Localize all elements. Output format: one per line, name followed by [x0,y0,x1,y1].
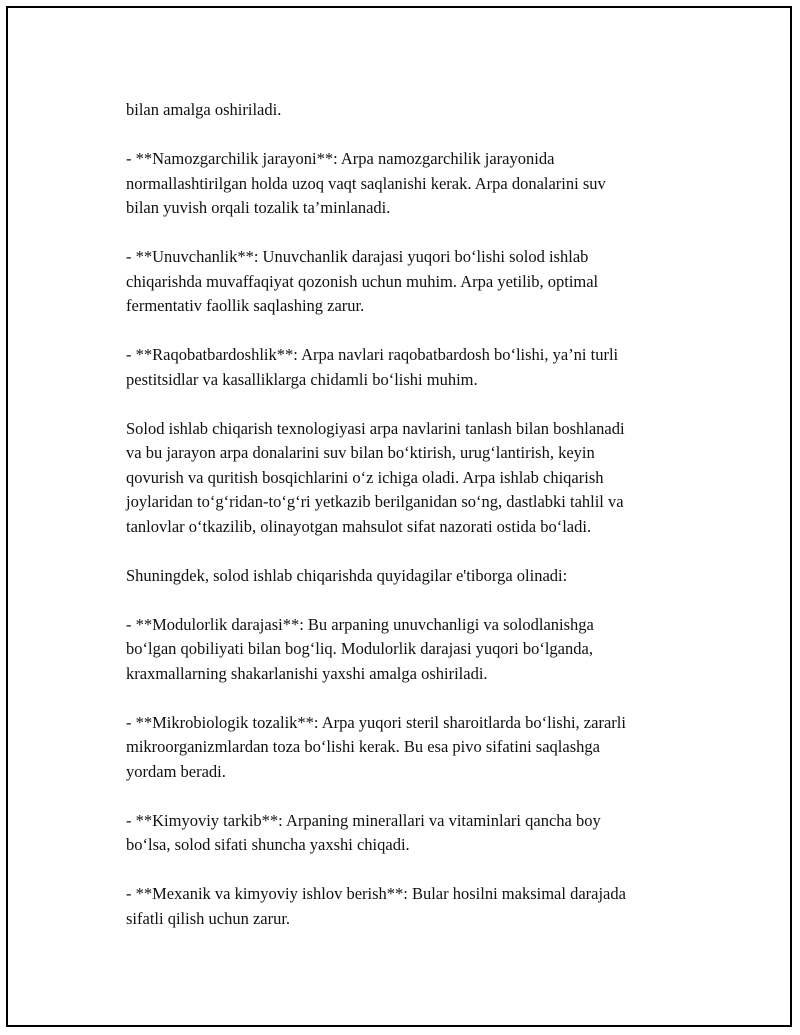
text-line: bilan amalga oshiriladi. [126,100,282,119]
paragraph-continuation [126,98,692,123]
paragraph-unuvchanlik [126,245,692,319]
text-line: - **Unuvchanlik**: Unuvchanlik darajasi yuqori bo‘lishi solod ishlab [126,247,589,266]
text-line: joylaridan to‘g‘ridan-to‘g‘ri yetkazib berilganidan so‘ng, dastlabki tahlil va [126,492,624,511]
text-line: bilan yuvish orqali tozalik ta’minlanadi. [126,198,391,217]
text-line: pestitsidlar va kasalliklarga chidamli bo‘lishi muhim. [126,369,478,389]
paragraph-shuningdek [126,564,692,589]
text-line: chiqarishda muvaffaqiyat qozonish uchun muhim. Arpa yetilib, optimal [126,271,599,291]
text-line: kraxmallarning shakarlanishi yaxshi amalga oshiriladi. [126,663,488,683]
document-body [126,98,692,956]
paragraph-mikrobiologik [126,711,692,785]
text-line: mikroorganizmlardan toza bo‘lishi kerak. Bu esa pivo sifatini saqlashga [126,737,600,756]
text-line: - **Mikrobiologik tozalik**: Arpa yuqori steril sharoitlarda bo‘lishi, zararli [126,712,626,732]
text-line: bo‘lsa, solod sifati shuncha yaxshi chiqadi. [126,835,410,854]
text-line: sifatli qilish uchun zarur. [126,908,291,928]
text-line: qovurish va quritish bosqichlarini o‘z ichiga oladi. Arpa ishlab chiqarish [126,467,604,487]
paragraph-kimyoviy-tarkib [126,809,692,858]
page-frame [6,6,792,1027]
text-line: fermentativ faollik saqlashing zarur. [126,296,365,315]
text-line: yordam beradi. [126,761,226,781]
paragraph-technology [126,417,692,540]
text-line: - **Kimyoviy tarkib**: Arpaning minerallari va vitaminlari qancha boy [126,810,601,830]
text-line: bo‘lgan qobiliyati bilan bog‘liq. Modulorlik darajasi yuqori bo‘lganda, [126,639,593,658]
paragraph-raqobatbardoshlik [126,343,692,392]
paragraph-modulorlik [126,613,692,687]
text-line: Shuningdek, solod ishlab chiqarishda quyidagilar e'tiborga olinadi: [126,565,568,585]
paragraph-mexanik [126,882,692,931]
text-line: tanlovlar o‘tkazilib, olinayotgan mahsulot sifat nazorati ostida bo‘ladi. [126,516,592,536]
text-line: - **Mexanik va kimyoviy ishlov berish**: Bular hosilni maksimal darajada [126,884,626,903]
text-line: - **Namozgarchilik jarayoni**: Arpa namozgarchilik jarayonida [126,149,555,168]
paragraph-namozgarchilik [126,147,692,221]
text-line: - **Modulorlik darajasi**: Bu arpaning unuvchanligi va solodlanishga [126,614,594,634]
text-line: Solod ishlab chiqarish texnologiyasi arpa navlarini tanlash bilan boshlanadi [126,418,625,438]
text-line: va bu jarayon arpa donalarini suv bilan bo‘ktirish, urug‘lantirish, keyin [126,443,595,462]
text-line: normallashtirilgan holda uzoq vaqt saqlanishi kerak. Arpa donalarini suv [126,173,606,193]
text-line: - **Raqobatbardoshlik**: Arpa navlari raqobatbardosh bo‘lishi, ya’ni turli [126,345,619,364]
